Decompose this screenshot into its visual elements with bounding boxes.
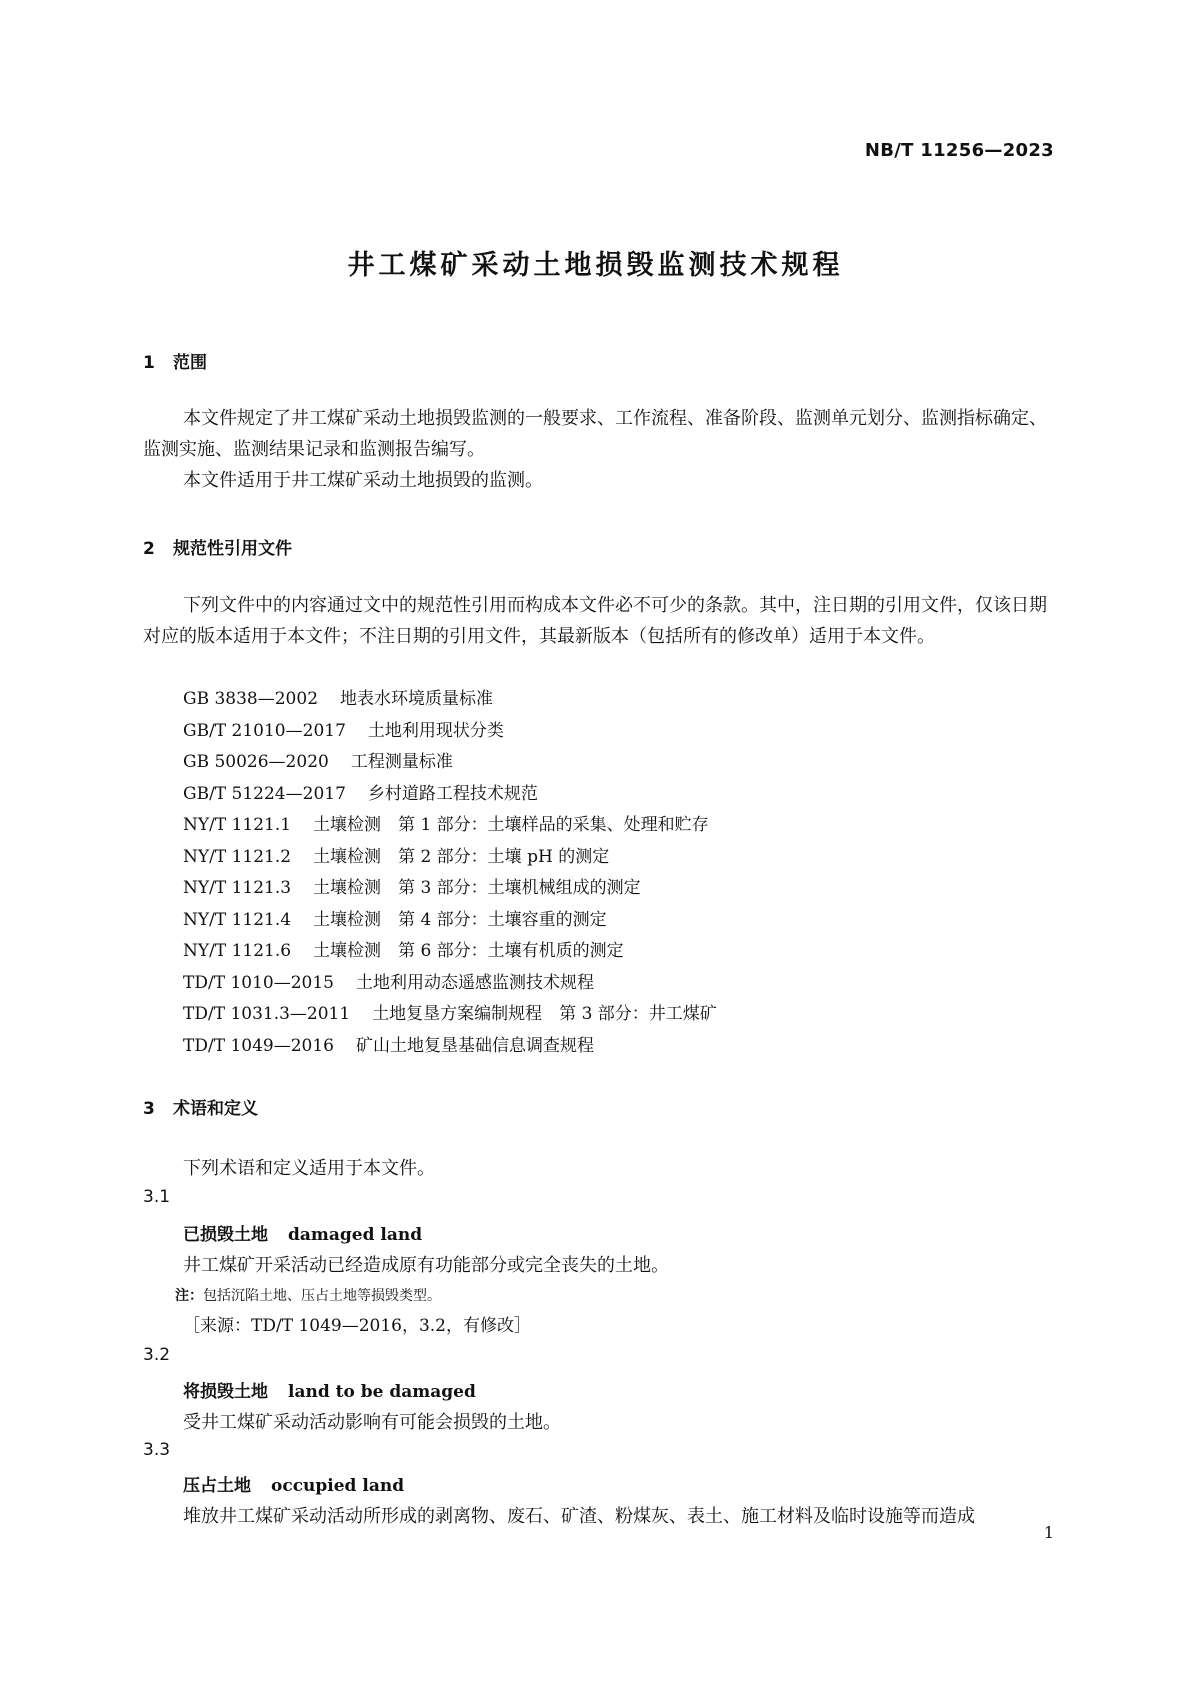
note-label: 注： — [175, 1288, 203, 1304]
section-number: 3 — [143, 1099, 155, 1119]
section-3-intro — [143, 1153, 1055, 1184]
term-heading — [183, 1377, 476, 1402]
note-text: 包括沉陷土地、压占土地等损毁类型。 — [203, 1288, 441, 1304]
term-chinese: 已损毁土地 — [183, 1225, 268, 1245]
term-definition: 堆放井工煤矿采动活动所形成的剥离物、废石、矿渣、粉煤灰、表土、施工材料及临时设施等而造成 — [183, 1506, 975, 1527]
term-number: 3.2 — [143, 1345, 171, 1365]
reference-code: NY/T 1121.1 — [183, 815, 292, 835]
paragraph: 下列文件中的内容通过文中的规范性引用而构成本文件必不可少的条款。其中，注日期的引用文件，仅该日期对应的版本适用于本文件；不注日期的引用文件，其最新版本（包括所有的修改单）适用于本文件。 — [143, 595, 1047, 647]
term-definition: 井工煤矿开采活动已经造成原有功能部分或完全丧失的土地。 — [183, 1255, 669, 1276]
reference-title: 土地利用动态遥感监测技术规程 — [355, 972, 594, 993]
term-heading — [183, 1471, 404, 1496]
section-title: 术语和定义 — [173, 1099, 258, 1119]
term-chinese: 将损毁土地 — [183, 1382, 268, 1402]
section-number: 2 — [143, 539, 155, 559]
reference-item — [183, 936, 717, 968]
reference-item — [183, 810, 717, 842]
term-chinese: 压占土地 — [183, 1476, 251, 1496]
reference-code: TD/T 1049—2016 — [183, 1035, 334, 1056]
reference-item — [183, 968, 717, 1000]
section-1-heading — [143, 348, 207, 373]
reference-item — [183, 905, 717, 937]
reference-code: GB/T 51224—2017 — [183, 783, 346, 804]
reference-item — [183, 1031, 717, 1063]
reference-title: 土地复垦方案编制规程 第 3 部分：井工煤矿 — [372, 1004, 717, 1024]
section-title: 规范性引用文件 — [173, 539, 292, 559]
reference-title: 土壤检测 第 4 部分：土壤容重的测定 — [313, 909, 607, 930]
reference-title: 工程测量标准 — [350, 752, 453, 772]
reference-title: 地表水环境质量标准 — [340, 689, 494, 709]
normative-references-list — [183, 684, 717, 1062]
reference-code: TD/T 1031.3—2011 — [183, 1004, 351, 1024]
reference-title: 土壤检测 第 1 部分：土壤样品的采集、处理和贮存 — [313, 815, 709, 835]
term-definition: 受井工煤矿采动活动影响有可能会损毁的土地。 — [183, 1412, 561, 1433]
reference-code: GB 3838—2002 — [183, 689, 319, 709]
section-2-body — [143, 590, 1055, 652]
reference-item — [183, 684, 717, 716]
term-number: 3.1 — [143, 1187, 171, 1207]
term-source: ［来源：TD/T 1049—2016，3.2，有修改］ — [183, 1316, 532, 1336]
term-number: 3.3 — [143, 1440, 171, 1460]
paragraph: 本文件规定了井工煤矿采动土地损毁监测的一般要求、工作流程、准备阶段、监测单元划分、监测指标确定、监测实施、监测结果记录和监测报告编写。 — [143, 408, 1047, 460]
reference-item — [183, 873, 717, 905]
paragraph: 本文件适用于井工煤矿采动土地损毁的监测。 — [183, 470, 543, 491]
term-english: occupied land — [271, 1476, 405, 1496]
reference-title: 土地利用现状分类 — [367, 720, 504, 741]
reference-item — [183, 779, 717, 811]
section-2-heading — [143, 534, 292, 559]
term-note — [175, 1285, 441, 1305]
section-1-body — [143, 403, 1055, 496]
section-3-heading — [143, 1094, 258, 1119]
paragraph: 下列术语和定义适用于本文件。 — [183, 1158, 435, 1179]
reference-title: 土壤检测 第 3 部分：土壤机械组成的测定 — [313, 878, 641, 898]
reference-item — [183, 747, 717, 779]
reference-item — [183, 842, 717, 874]
term-english: damaged land — [288, 1225, 423, 1245]
reference-code: NY/T 1121.2 — [183, 846, 292, 867]
term-heading — [183, 1220, 422, 1245]
reference-code: NY/T 1121.6 — [183, 941, 292, 961]
document-title: 井工煤矿采动土地损毁监测技术规程 — [347, 250, 844, 281]
reference-title: 乡村道路工程技术规范 — [367, 783, 538, 804]
section-number: 1 — [143, 353, 155, 373]
reference-item — [183, 716, 717, 748]
reference-code: NY/T 1121.4 — [183, 909, 292, 930]
standard-code: NB/T 11256—2023 — [864, 140, 1054, 161]
reference-code: TD/T 1010—2015 — [183, 972, 334, 993]
reference-code: GB 50026—2020 — [183, 752, 329, 772]
reference-code: NY/T 1121.3 — [183, 878, 292, 898]
page-number: 1 — [1043, 1523, 1054, 1542]
reference-code: GB/T 21010—2017 — [183, 720, 346, 741]
term-english: land to be damaged — [288, 1382, 476, 1402]
reference-title: 土壤检测 第 6 部分：土壤有机质的测定 — [313, 941, 624, 961]
reference-title: 土壤检测 第 2 部分：土壤 pH 的测定 — [313, 846, 610, 867]
reference-title: 矿山土地复垦基础信息调查规程 — [355, 1035, 594, 1056]
reference-item — [183, 999, 717, 1031]
section-title: 范围 — [173, 353, 207, 373]
